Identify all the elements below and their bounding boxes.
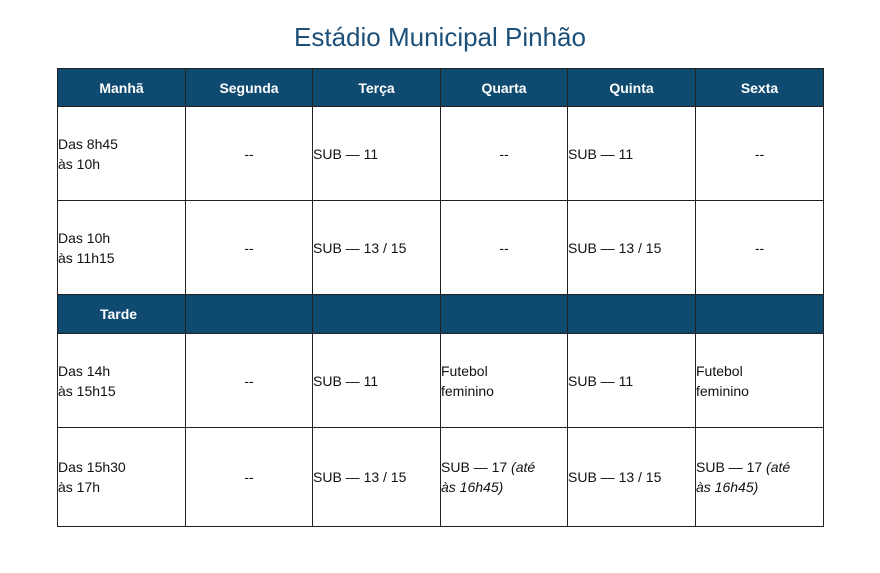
column-header-thursday: Quinta xyxy=(568,69,696,107)
slot-tuesday: SUB — 11 xyxy=(313,107,441,201)
section-label-afternoon: Tarde xyxy=(58,295,186,334)
slot-tuesday: SUB — 11 xyxy=(313,334,441,428)
slot-friday: -- xyxy=(696,201,824,295)
slot-monday: -- xyxy=(186,201,313,295)
table-row xyxy=(58,107,824,201)
slot-monday: -- xyxy=(186,334,313,428)
slot-friday: SUB — 17 (até às 16h45) xyxy=(696,428,824,527)
page-title: Estádio Municipal Pinhão xyxy=(294,22,586,52)
table-row xyxy=(58,334,824,428)
column-header-monday: Segunda xyxy=(186,69,313,107)
column-header-morning: Manhã xyxy=(58,69,186,107)
slot-friday: Futebol feminino xyxy=(696,334,824,428)
time-cell: Das 10h às 11h15 xyxy=(58,201,186,295)
slot-thursday: SUB — 11 xyxy=(568,334,696,428)
section-cell xyxy=(441,295,568,334)
time-cell: Das 15h30 às 17h xyxy=(58,428,186,527)
section-cell xyxy=(568,295,696,334)
slot-thursday: SUB — 13 / 15 xyxy=(568,428,696,527)
slot-tuesday: SUB — 13 / 15 xyxy=(313,428,441,527)
slot-monday: -- xyxy=(186,428,313,527)
slot-friday: -- xyxy=(696,107,824,201)
section-cell xyxy=(313,295,441,334)
time-cell: Das 14h às 15h15 xyxy=(58,334,186,428)
table-row xyxy=(58,428,824,527)
table-header-row xyxy=(58,69,824,107)
column-header-wednesday: Quarta xyxy=(441,69,568,107)
slot-wednesday: -- xyxy=(441,201,568,295)
slot-wednesday: SUB — 17 (até às 16h45) xyxy=(441,428,568,527)
slot-thursday: SUB — 13 / 15 xyxy=(568,201,696,295)
slot-tuesday: SUB — 13 / 15 xyxy=(313,201,441,295)
section-row-afternoon xyxy=(58,295,824,334)
slot-wednesday: -- xyxy=(441,107,568,201)
slot-wednesday: Futebol feminino xyxy=(441,334,568,428)
section-cell xyxy=(696,295,824,334)
schedule-table xyxy=(57,68,824,527)
section-cell xyxy=(186,295,313,334)
slot-thursday: SUB — 11 xyxy=(568,107,696,201)
column-header-tuesday: Terça xyxy=(313,69,441,107)
table-row xyxy=(58,201,824,295)
column-header-friday: Sexta xyxy=(696,69,824,107)
time-cell: Das 8h45 às 10h xyxy=(58,107,186,201)
slot-monday: -- xyxy=(186,107,313,201)
